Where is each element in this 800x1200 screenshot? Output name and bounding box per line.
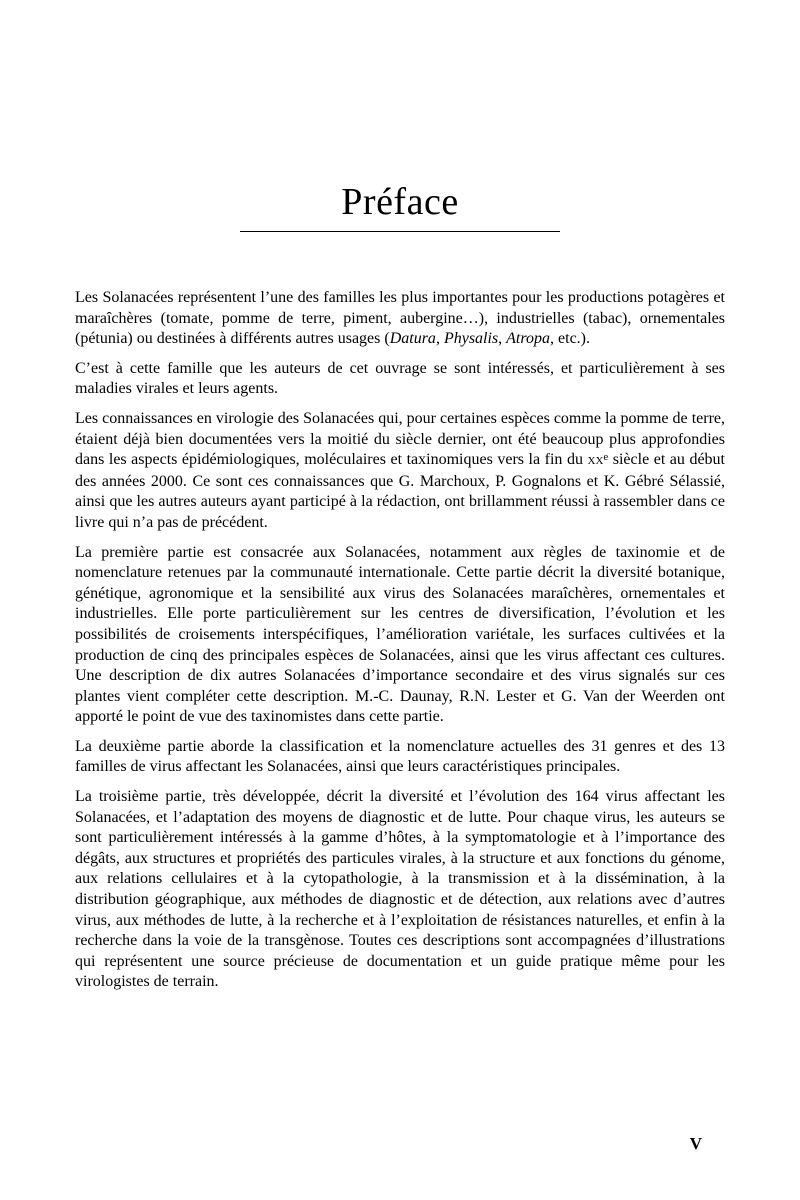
text-segment: , etc.). [550,330,590,348]
text-segment: La deuxième partie aborde la classification et la nomenclature actuelles des 31 genres et des 13 familles de virus affectant les Solanacées, ainsi que leurs caractéristiques principales. [75,737,725,776]
paragraph-5 [75,737,725,778]
text-segment: xx [587,451,604,469]
text-segment: La troisième partie, très développée, décrit la diversité et l’évolution des 164 virus affectant les Solanacées, et l’adaptation des moyens de diagnostic et de lutte. Pour chaque virus, les auteurs se sont particulièrement intéressés à la gamme d’hôtes, à la symptomatologie et à l’importance des dégâts, aux structures et propriétés des particules virales, à la structure et aux fonctions du génome, aux relations cellulaires et à la cytopathologie, à la transmission et à la dissémination, à la distribution géographique, aux méthodes de diagnostic et de détection, aux relations avec d’autres virus, aux méthodes de lutte, à la recherche et à l’exploitation de résistances naturelles, et enfin à la recherche dans la voie de la transgènose. Toutes ces descriptions sont accompagnées d’illustrations qui représentent une source précieuse de documentation et un guide pratique même pour les virologistes de terrain. [75,788,725,991]
text-segment: La première partie est consacrée aux Solanacées, notamment aux règles de taxinomie et de nomenclature retenues par la communauté internationale. Cette partie décrit la diversité botanique, génétique, agronomique et la sensibilité aux virus des Solanacées maraîchères, ornementales et industrielles. Elle porte particulièrement sur les centres de diversification, l’évolution et les possibilités de croisements interspécifiques, l’amélioration variétale, les surfaces cultivées et la production de cinq des principales espèces de Solanacées, ainsi que les virus affectant ces cultures. Une description de dix autres Solanacées d’importance secondaire et des virus signalés sur ces plantes vient compléter cette description. M.-C. Daunay, R.N. Lester et G. Van der Weerden ont apporté le point de vue des taxinomistes dans cette partie. [75,543,725,726]
paragraph-6 [75,787,725,993]
paragraph-2 [75,359,725,400]
text-segment: , [498,330,507,348]
text-segment: , [435,330,444,348]
title-rule [240,231,560,232]
page-number: V [689,1134,702,1153]
text-segment: Physalis [443,330,499,348]
text-segment: C’est à cette famille que les auteurs de cet ouvrage se sont intéressés, et particulièrement à ses maladies virales et leurs agents. [75,359,725,398]
text-segment: Les connaissances en virologie des Solanacées qui, pour certaines espèces comme la pomme de terre, étaient déjà bien documentées vers la moitié du siècle dernier, ont été beaucoup plus approfondies dans les aspects épidémiologiques, moléculaires et taxinomiques vers la fin du [75,409,725,469]
text-segment: e [603,451,609,464]
paragraph-4 [75,543,725,728]
page-title: Préface [341,181,459,223]
paragraph-3 [75,409,725,534]
text-segment: siècle et au début des années 2000. Ce sont ces connaissances que G. Marchoux, P. Gognalons et K. Gébré Sélassié, ainsi que les autres auteurs ayant participé à la rédaction, ont brillamment réussi à rassembler dans ce livre qui n’a pas de précédent. [75,451,725,531]
page-content [75,0,725,1002]
text-segment: Les Solanacées représentent l’une des familles les plus importantes pour les productions potagères et maraîchères (tomate, pomme de terre, piment, aubergine…), industrielles (tabac), ornementales (pétunia) ou destinées à différents autres usages ( [75,289,725,348]
paragraph-1 [75,288,725,350]
text-segment: Datura [389,330,436,348]
preface-text [75,288,725,993]
text-segment: Atropa [506,330,551,348]
